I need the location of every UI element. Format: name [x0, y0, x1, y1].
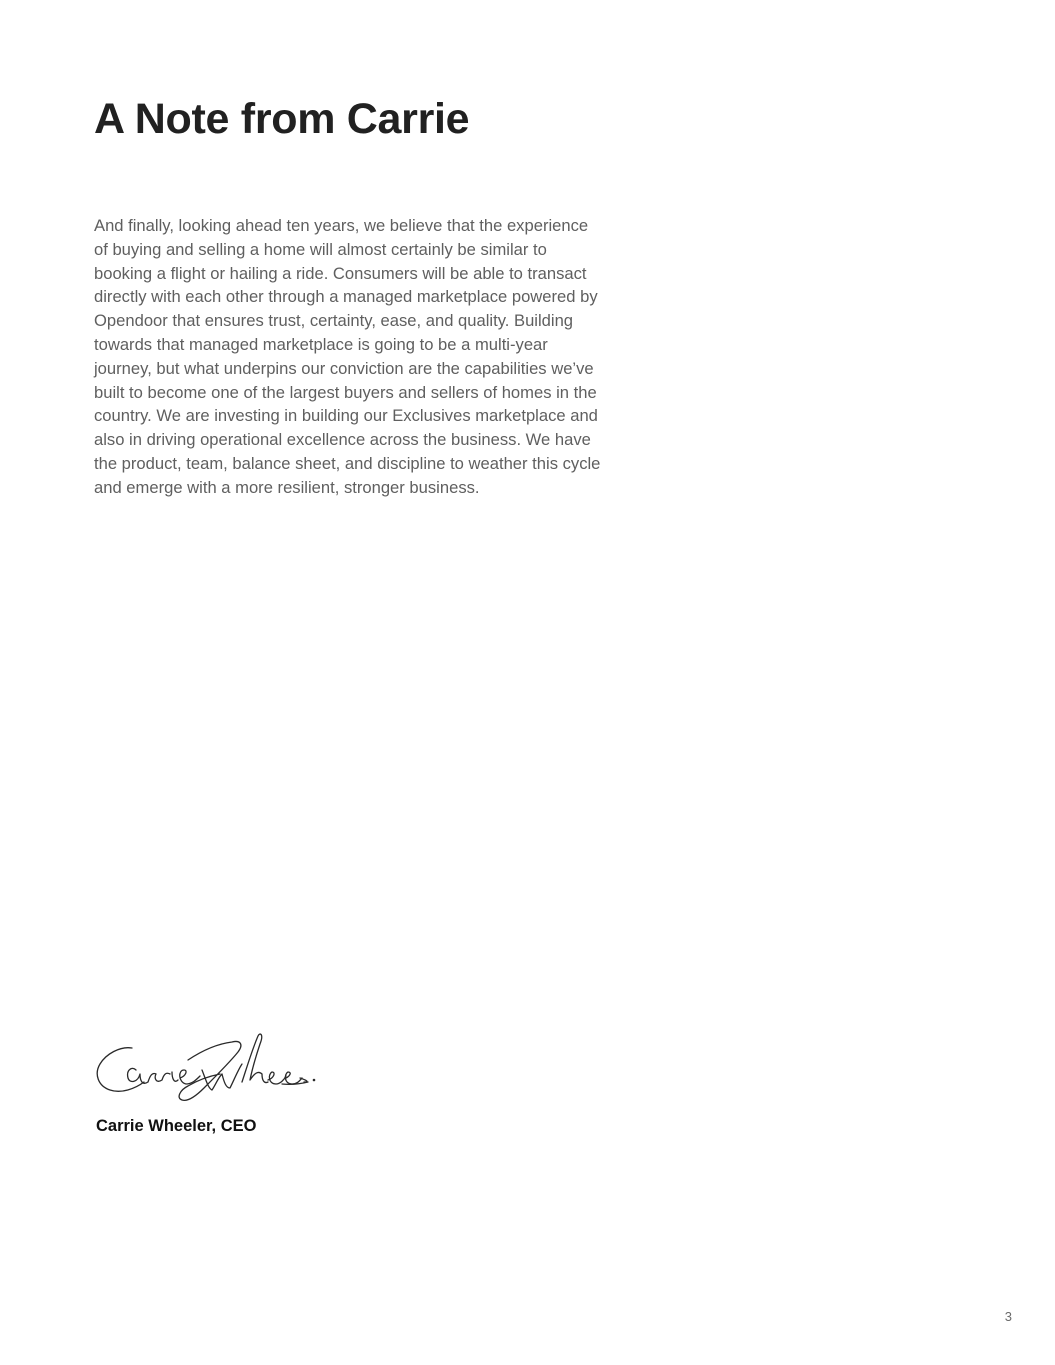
signature-icon	[92, 1030, 322, 1110]
page-number: 3	[1004, 1309, 1012, 1324]
letter-body-paragraph: And finally, looking ahead ten years, we believe that the experience of buying and selling a home will almost certainly be similar to booking a flight or hailing a ride. Consumers will be able to transact directly with each other through a managed marketplace powered by Opendoor that ensures trust, certainty, ease, and quality. Building towards that managed marketplace is going to be a multi-year journey, but what underpins our conviction are the capabilities we’ve built to become one of the largest buyers and sellers of homes in the country. We are investing in building our Exclusives marketplace and also in driving operational excellence across the business. We have the product, team, balance sheet, and discipline to weather this cycle and emerge with a more resilient, stronger business.	[94, 216, 601, 497]
page-title: A Note from Carrie	[94, 95, 470, 143]
signature-name: Carrie Wheeler, CEO	[96, 1117, 257, 1135]
